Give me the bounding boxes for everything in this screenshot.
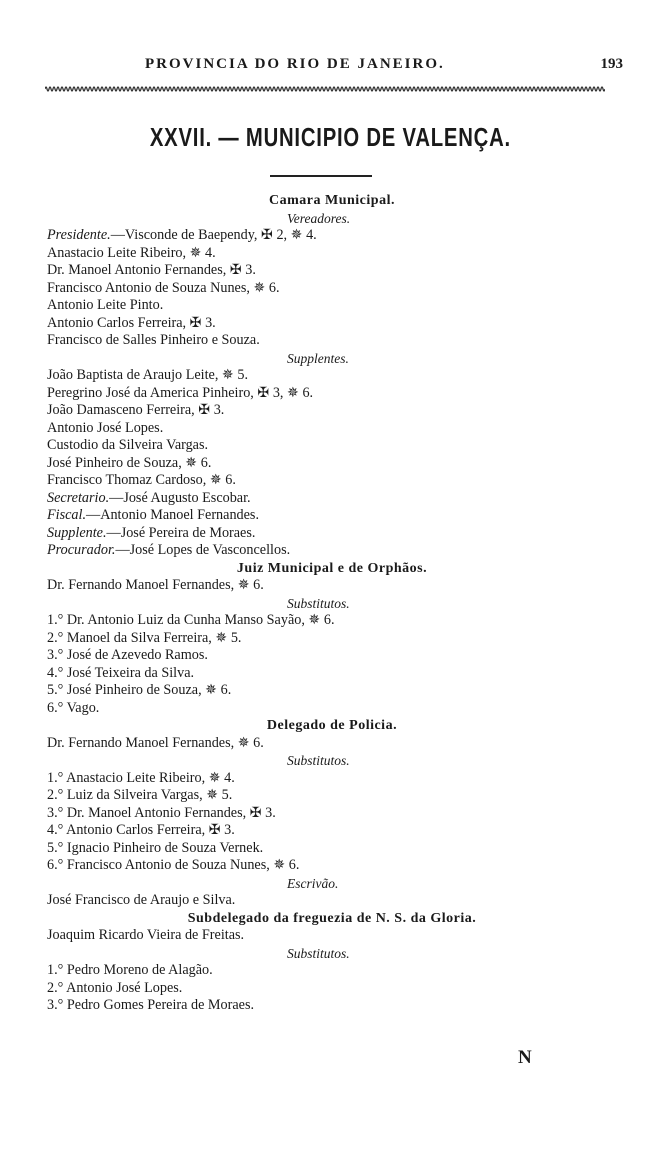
entry-text: Anastacio Leite Ribeiro, ✵ 4. bbox=[66, 769, 235, 786]
entry-text: Francisco Antonio de Souza Nunes, ✵ 6. bbox=[66, 857, 300, 873]
list-item bbox=[47, 367, 617, 385]
title-rule bbox=[270, 175, 372, 177]
group-label: Substitutos. bbox=[287, 945, 350, 961]
entry-text: João Baptista de Araujo Leite, ✵ 5. bbox=[47, 367, 249, 383]
list-item bbox=[47, 665, 617, 683]
group-label: Substitutos. bbox=[287, 753, 350, 768]
entry-role: Secretario. bbox=[47, 489, 110, 506]
entry-index: 6.° bbox=[47, 857, 64, 873]
entry-text: Dr. Fernando Manoel Fernandes, ✵ 6. bbox=[47, 577, 264, 593]
entry-text: —Visconde de Baependy, ✠ 2, ✵ 4. bbox=[110, 227, 317, 243]
group-label: Escrivão. bbox=[287, 875, 339, 891]
entry-text: —José Augusto Escobar. bbox=[109, 489, 251, 506]
list-item bbox=[47, 997, 617, 1015]
entry-text: Antonio Carlos Ferreira, ✠ 3. bbox=[66, 822, 235, 838]
list-item bbox=[47, 525, 617, 543]
entry-text: Francisco Thomaz Cardoso, ✵ 6. bbox=[47, 472, 236, 488]
list-item bbox=[47, 805, 617, 823]
list-item bbox=[47, 647, 617, 665]
entry-text: Antonio José Lopes. bbox=[66, 979, 183, 996]
list-item bbox=[47, 770, 617, 788]
entry-text: João Damasceno Ferreira, ✠ 3. bbox=[47, 402, 225, 418]
list-item bbox=[47, 927, 617, 945]
list-item bbox=[47, 227, 617, 245]
entry-index: 5.° bbox=[47, 682, 64, 698]
list-item bbox=[47, 630, 617, 648]
list-item bbox=[47, 490, 617, 508]
list-item bbox=[47, 455, 617, 473]
group-label: Substitutos. bbox=[287, 595, 350, 611]
entry-text: Pedro Moreno de Alagão. bbox=[66, 962, 213, 978]
entry-text: Dr. Fernando Manoel Fernandes, ✵ 6. bbox=[47, 734, 264, 751]
list-item bbox=[47, 245, 617, 263]
entry-text: Anastacio Leite Ribeiro, ✵ 4. bbox=[47, 244, 216, 261]
list-item bbox=[47, 735, 617, 753]
document-body bbox=[47, 192, 617, 1015]
signature-mark: N bbox=[518, 1047, 532, 1068]
entry-text: Joaquim Ricardo Vieira de Freitas. bbox=[47, 927, 245, 943]
entry-text: Dr. Antonio Luiz da Cunha Manso Sayão, ✵ 6. bbox=[66, 612, 335, 628]
entry-text: José Teixeira da Silva. bbox=[66, 664, 195, 681]
entry-index: 3.° bbox=[47, 647, 64, 663]
entry-text: —José Pereira de Moraes. bbox=[106, 524, 256, 541]
entry-text: —Antonio Manoel Fernandes. bbox=[86, 507, 259, 523]
entry-role: Procurador. bbox=[47, 542, 116, 558]
list-item bbox=[47, 787, 617, 805]
entry-index: 2.° bbox=[47, 979, 64, 996]
list-item bbox=[47, 857, 617, 875]
entry-text: Francisco de Salles Pinheiro e Souza. bbox=[47, 332, 260, 348]
list-item bbox=[47, 892, 617, 910]
list-item bbox=[47, 280, 617, 298]
section-heading: Delegado de Policia. bbox=[266, 718, 398, 733]
entry-role: Fiscal. bbox=[47, 507, 87, 523]
list-item bbox=[47, 962, 617, 980]
list-item bbox=[47, 297, 617, 315]
entry-index: 1.° bbox=[47, 769, 64, 786]
entry-text: Peregrino José da America Pinheiro, ✠ 3, ✵ 6. bbox=[47, 384, 314, 401]
entry-role: Supplente. bbox=[47, 524, 107, 541]
list-item bbox=[47, 612, 617, 630]
entry-text: Pedro Gomes Pereira de Moraes. bbox=[66, 997, 255, 1013]
list-item bbox=[47, 420, 617, 438]
list-item bbox=[47, 507, 617, 525]
section-heading: Camara Municipal. bbox=[269, 193, 395, 208]
entry-text: Francisco Antonio de Souza Nunes, ✵ 6. bbox=[47, 279, 280, 296]
list-item bbox=[47, 840, 617, 858]
list-item bbox=[47, 822, 617, 840]
list-item bbox=[47, 577, 617, 595]
entry-text: Ignacio Pinheiro de Souza Vernek. bbox=[66, 839, 264, 856]
entry-index: 3.° bbox=[47, 804, 64, 821]
group-label: Vereadores. bbox=[287, 210, 351, 226]
section-title: XXVII. — MUNICIPIO DE VALENÇA. bbox=[149, 122, 511, 152]
running-title: PROVINCIA DO RIO DE JANEIRO. bbox=[145, 56, 445, 72]
entry-index: 4.° bbox=[47, 664, 64, 681]
entry-index: 1.° bbox=[47, 962, 64, 978]
list-item bbox=[47, 315, 617, 333]
entry-text: Antonio Leite Pinto. bbox=[47, 297, 164, 313]
entry-index: 4.° bbox=[47, 822, 64, 838]
list-item bbox=[47, 700, 617, 718]
list-item bbox=[47, 980, 617, 998]
list-item bbox=[47, 472, 617, 490]
entry-index: 3.° bbox=[47, 997, 64, 1013]
entry-index: 1.° bbox=[47, 612, 64, 628]
entry-text: José Francisco de Araujo e Silva. bbox=[47, 892, 236, 908]
page-number: 193 bbox=[600, 56, 623, 72]
entry-text: Antonio Carlos Ferreira, ✠ 3. bbox=[47, 314, 216, 331]
entry-text: Custodio da Silveira Vargas. bbox=[47, 437, 209, 453]
list-item bbox=[47, 682, 617, 700]
entry-index: 2.° bbox=[47, 629, 64, 646]
list-item bbox=[47, 262, 617, 280]
entry-text: José de Azevedo Ramos. bbox=[66, 647, 208, 663]
entry-text: —José Lopes de Vasconcellos. bbox=[115, 542, 291, 558]
entry-text: Vago. bbox=[66, 699, 100, 716]
entry-text: Dr. Manoel Antonio Fernandes, ✠ 3. bbox=[66, 804, 276, 821]
wavy-rule-divider bbox=[45, 84, 605, 94]
section-heading: Juiz Municipal e de Orphãos. bbox=[236, 560, 428, 576]
entry-index: 6.° bbox=[47, 699, 64, 716]
group-label: Supplentes. bbox=[287, 350, 349, 366]
list-item bbox=[47, 402, 617, 420]
section-heading: Subdelegado da freguezia de N. S. da Gloria. bbox=[187, 910, 477, 926]
entry-text: Dr. Manoel Antonio Fernandes, ✠ 3. bbox=[47, 262, 256, 278]
entry-index: 2.° bbox=[47, 787, 64, 803]
entry-text: Antonio José Lopes. bbox=[47, 419, 164, 436]
entry-text: Manoel da Silva Ferreira, ✵ 5. bbox=[66, 629, 242, 646]
entry-text: José Pinheiro de Souza, ✵ 6. bbox=[47, 454, 212, 471]
list-item bbox=[47, 332, 617, 350]
entry-index: 5.° bbox=[47, 839, 64, 856]
entry-text: Luiz da Silveira Vargas, ✵ 5. bbox=[66, 787, 233, 803]
list-item bbox=[47, 437, 617, 455]
list-item bbox=[47, 385, 617, 403]
entry-role: Presidente. bbox=[47, 227, 111, 243]
entry-text: José Pinheiro de Souza, ✵ 6. bbox=[66, 682, 232, 698]
page-header bbox=[0, 56, 661, 80]
list-item bbox=[47, 542, 617, 560]
